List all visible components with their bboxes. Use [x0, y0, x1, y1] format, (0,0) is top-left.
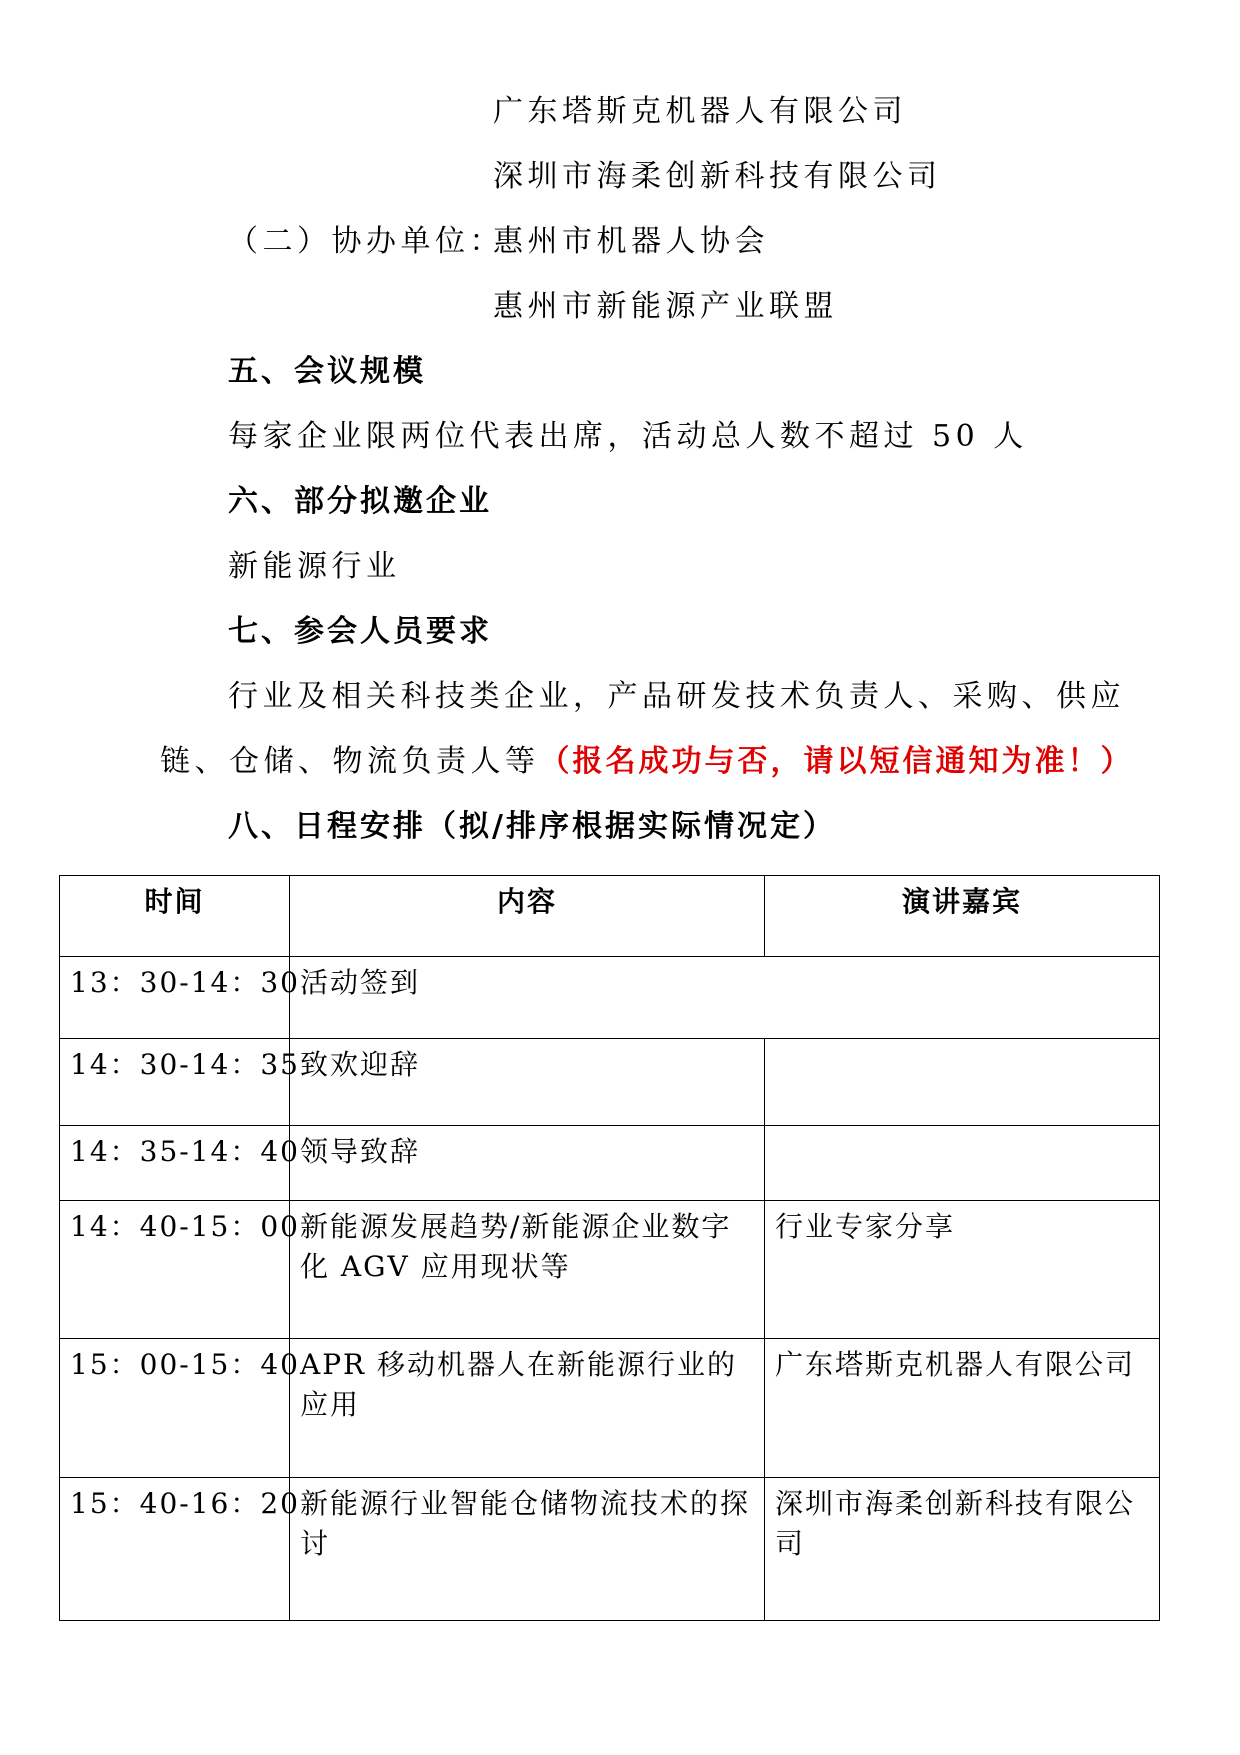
- table-row: [60, 1201, 1160, 1339]
- co-organizer-unit-1: 惠州市机器人协会: [493, 224, 769, 259]
- row-content: 新能源发展趋势/新能源企业数字化 AGV 应用现状等: [290, 1201, 765, 1339]
- organizer-company-1: 广东塔斯克机器人有限公司: [493, 94, 907, 129]
- row-content: 活动签到: [290, 957, 1160, 1039]
- section-6-heading: 六、部分拟邀企业: [228, 484, 492, 519]
- row-content: APR 移动机器人在新能源行业的应用: [290, 1339, 765, 1478]
- schedule-table: [59, 875, 1160, 1621]
- section-5-text: 每家企业限两位代表出席，活动总人数不超过 50 人: [228, 419, 1028, 454]
- row-content: 致欢迎辞: [290, 1039, 765, 1126]
- row-time: 15：40-16：20: [60, 1478, 290, 1621]
- section-7-heading: 七、参会人员要求: [228, 614, 492, 649]
- row-speaker: 深圳市海柔创新科技有限公司: [765, 1478, 1160, 1621]
- co-organizer-unit-2: 惠州市新能源产业联盟: [493, 289, 838, 324]
- row-speaker: 广东塔斯克机器人有限公司: [765, 1339, 1160, 1478]
- section-5-heading: 五、会议规模: [228, 354, 426, 389]
- co-organizer-label: （二）协办单位：: [228, 224, 504, 259]
- row-time: 15：00-15：40: [60, 1339, 290, 1478]
- row-speaker: [765, 1126, 1160, 1201]
- table-row: [60, 1126, 1160, 1201]
- schedule-header-row: [60, 876, 1160, 957]
- header-time: 时间: [60, 876, 290, 957]
- section-6-text: 新能源行业: [228, 549, 401, 584]
- row-time: 13：30-14：30: [60, 957, 290, 1039]
- section-8-heading: 八、日程安排（拟/排序根据实际情况定）: [228, 809, 836, 844]
- header-speaker: 演讲嘉宾: [765, 876, 1160, 957]
- section-7-text-line-2: [160, 742, 1134, 782]
- row-time: 14：35-14：40: [60, 1126, 290, 1201]
- row-content: 新能源行业智能仓储物流技术的探讨: [290, 1478, 765, 1621]
- row-content: 领导致辞: [290, 1126, 765, 1201]
- table-row: [60, 957, 1160, 1039]
- section-7-text-line-1: 行业及相关科技类企业，产品研发技术负责人、采购、供应: [228, 679, 1125, 714]
- registration-notice: （报名成功与否，请以短信通知为准！）: [539, 744, 1134, 779]
- section-7-text-line-2-body: 链、仓储、物流负责人等: [160, 744, 540, 779]
- row-time: 14：40-15：00: [60, 1201, 290, 1339]
- header-content: 内容: [290, 876, 765, 957]
- table-row: [60, 1039, 1160, 1126]
- organizer-company-2: 深圳市海柔创新科技有限公司: [493, 159, 942, 194]
- table-row: [60, 1339, 1160, 1478]
- row-time: 14：30-14：35: [60, 1039, 290, 1126]
- table-row: [60, 1478, 1160, 1621]
- row-speaker: 行业专家分享: [765, 1201, 1160, 1339]
- row-speaker: [765, 1039, 1160, 1126]
